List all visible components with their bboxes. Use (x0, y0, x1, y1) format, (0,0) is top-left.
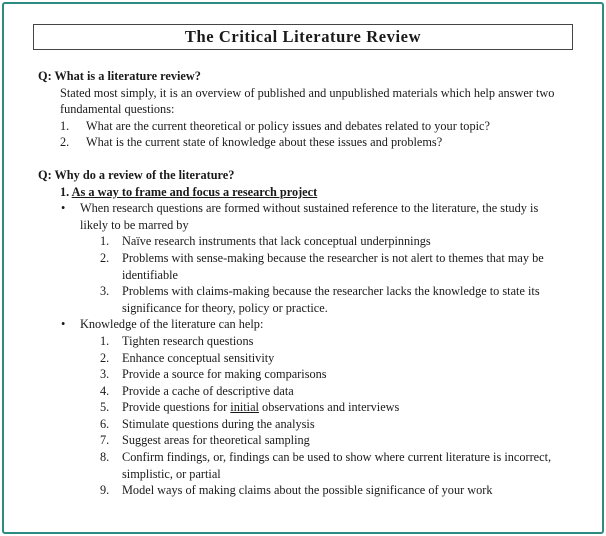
list-item: 6. Stimulate questions during the analysis (100, 416, 315, 431)
question-1: Q: What is a literature review? (38, 69, 201, 83)
list-item: 7. Suggest areas for theoretical sampling (100, 433, 310, 448)
list-item: 5. Provide questions for initial observations and interviews (100, 400, 400, 415)
bullet-icon: • (61, 201, 66, 216)
section-what-is (38, 68, 568, 151)
list-item: 8. Confirm findings, or, findings can be used to show where current literature is incorrect, simplistic, or partial (100, 450, 552, 481)
list-item: 3. Problems with claims-making because the researcher lacks the knowledge to state its significance for theory, policy or practice. (100, 284, 540, 315)
questions-list (60, 118, 568, 151)
list-item: 9. Model ways of making claims about the possible significance of your work (100, 483, 493, 498)
document-title: The Critical Literature Review (33, 24, 573, 50)
question-2: Q: Why do a review of the literature? (38, 167, 235, 182)
document-frame (2, 2, 604, 534)
section-why-review (38, 167, 568, 499)
marred-by-list (100, 233, 568, 316)
list-item: 2. Enhance conceptual sensitivity (100, 350, 275, 365)
list-item: 1. What are the current theoretical or policy issues and debates related to your topic? (60, 118, 490, 133)
bullet-icon: • (61, 317, 66, 332)
document-body (38, 68, 568, 499)
point-heading: 1. As a way to frame and focus a research project (60, 184, 318, 199)
list-item: 4. Provide a cache of descriptive data (100, 383, 294, 398)
bullet-item: • When research questions are formed without sustained reference to the literature, the study is likely to be marred by 1. Naïve research instruments that lack conceptual underpinnings 2. Problems with sense-making because the researcher is not alert to themes that may be identifiable 3. Problems with claims-making because the researcher lacks the knowledge to state its significance for theory, policy or practice. (58, 200, 568, 316)
answer-paragraph: Stated most simply, it is an overview of published and unpublished materials which help answer two fundamental questions: (60, 85, 555, 117)
list-item: 2. What is the current state of knowledge about these issues and problems? (60, 135, 443, 150)
benefits-list (100, 333, 568, 499)
list-item: 2. Problems with sense-making because the researcher is not alert to themes that may be identifiable (100, 250, 544, 282)
list-item: 1. Naïve research instruments that lack conceptual underpinnings (100, 234, 431, 249)
list-item: 3. Provide a source for making comparisons (100, 367, 327, 382)
bullet-item: • Knowledge of the literature can help: 1. Tighten research questions 2. Enhance conceptual sensitivity 3. Provide a source for making comparisons 4. Provide a cache of descriptive data 5. Provide questions for initial observations and interviews 6. Stimulate questions during the analysis 7. Suggest areas for theoretical sampling 8. Confirm findings, or, findings can be used to show where current literature is incorrect, simplistic, or partial 9. Model ways of making claims about the possible significance of your work (58, 316, 568, 499)
list-item: 1. Tighten research questions (100, 333, 254, 348)
